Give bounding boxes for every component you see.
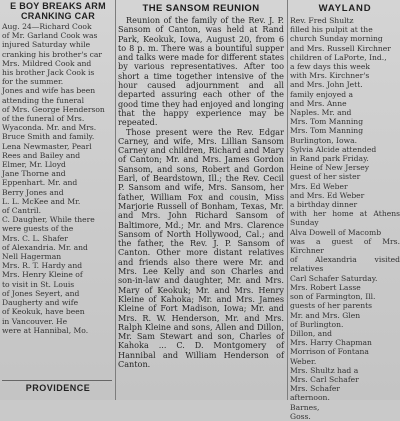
text-line: Weber. (290, 356, 317, 366)
text-line: Sylvia Alcide attended (290, 144, 377, 154)
text-line: Mrs. C. L. Shafer (2, 233, 68, 243)
text-line: guest of her sister (290, 172, 361, 182)
column-rule-right (287, 0, 288, 400)
right-column-headline: WAYLAND (318, 3, 372, 14)
text-line: for the summer. (2, 77, 64, 87)
text-line: to visit in St. Louis (2, 279, 75, 289)
text-line: Rees and Bailey and (2, 150, 81, 160)
text-line: Barnes, (290, 402, 320, 412)
article-body (118, 16, 284, 369)
text-line: afternoon. (290, 393, 330, 403)
left-column-text (2, 22, 114, 335)
text-line: Lena Newmaster, Pearl (2, 141, 92, 151)
text-line: Rev. Fred Shultz (290, 16, 354, 25)
article-column (118, 0, 284, 400)
text-line: Mrs. Shultz had a (290, 365, 359, 375)
text-line: Mr. and Mrs. Glen (290, 310, 361, 320)
text-line: of Jones Seyert, and (2, 288, 80, 298)
text-line: with her home at Athens Sunday (290, 209, 400, 228)
right-column (290, 0, 400, 421)
text-line: Jones and wife has been (2, 86, 96, 96)
text-line: Heine of New Jersey (290, 163, 370, 173)
text-line: Berry Jones and (2, 187, 64, 197)
left-column (0, 0, 114, 400)
text-line: son of Farmington, Ill. (290, 292, 376, 302)
text-line: filled his pulpit at the (290, 25, 373, 35)
right-column-text (290, 16, 400, 421)
text-line: C. Daugher, While there (2, 215, 95, 225)
text-line: of Alexandria visited relatives (290, 255, 400, 274)
text-line: Elmer, Mr. Lloyd (2, 160, 66, 170)
text-line: Morrison of Fontana (290, 347, 369, 357)
text-line: Mrs. Schafer (290, 384, 340, 394)
text-line: Mrs. Mildred Cook and (2, 58, 92, 68)
text-line: a birthday dinner (290, 200, 358, 210)
text-line: with Mrs. Kirchner's (290, 71, 370, 81)
text-line: guests of her parents (290, 301, 373, 311)
text-line: his brother Jack Cook is (2, 68, 95, 78)
column-rule-left (115, 0, 116, 400)
text-line: in Vancouver. He (2, 316, 68, 326)
text-line: Goss. (290, 411, 311, 421)
article-paragraph: Reunion of the family of the Rev. J. P. Sansom of Canton, was held at Rand Park, Keokuk, Iowa, August 20, from 6 to 8 p. m. There was a bountiful supper and talks were made for different states by various representatives. After too short a time together intensive of the hour caused adjournment and all departed assuring each other of the good time they had enjoyed and longing that the happy experience may be repeated. (118, 15, 284, 128)
text-line: Dillon, and (290, 328, 332, 338)
text-line: Mrs. Carl Schafer (290, 374, 359, 384)
text-line: Wyaconda. Mr. and Mrs. (2, 123, 97, 133)
text-line: of Cantril. (2, 206, 41, 216)
text-line: Daugherty and wife (2, 298, 79, 308)
left-bottom-headline: PROVIDENCE (25, 383, 91, 393)
text-line: of Alexandria. Mr. and (2, 242, 88, 252)
text-line: Carl Schafer Saturday. (290, 273, 378, 283)
text-line: cranking his brother's car (2, 49, 103, 59)
text-line: were guests of the (2, 224, 74, 234)
text-line: Naples. Mr. and (290, 108, 352, 118)
text-line: L. L. McKee and Mr. (2, 196, 81, 206)
text-line: Mrs. Tom Manning (290, 117, 364, 127)
text-line: Jane Thorne and (2, 169, 66, 179)
text-line: of Burlington. (290, 319, 344, 329)
left-column-headline: E BOY BREAKS ARM CRANKING CAR (10, 1, 106, 21)
text-line: and Mrs. Anne (290, 98, 347, 108)
text-line: Mrs. Henry Kleine of (2, 270, 83, 280)
text-line: Bruce Smith and family. (2, 132, 95, 142)
text-line: Mrs. Ed Weber (290, 181, 348, 191)
text-line: family enjoyed a (290, 89, 353, 99)
text-line: were at Hannibal, Mo. (2, 325, 89, 335)
article-headline: THE SANSOM REUNION (142, 3, 260, 14)
text-line: and Mrs. John Jett. (290, 80, 363, 90)
text-line: Mrs. R. T. Hardy and (2, 261, 83, 271)
left-section-divider (2, 380, 112, 381)
text-line: in Rand park Friday. (290, 154, 369, 164)
text-line: Mrs. Robert Lasse (290, 282, 361, 292)
text-line: Nell Hagerman (2, 252, 62, 262)
text-line: of Keokuk, have been (2, 307, 85, 317)
text-line: of the funeral of Mrs. (2, 114, 85, 124)
text-line: was a guest of Mrs. Kirchner (290, 236, 400, 256)
text-line: church Sunday morning (290, 34, 383, 44)
text-line: Eppenhart. Mr. and (2, 178, 78, 188)
text-line: a few days this week (290, 62, 370, 72)
text-line: Mrs. Tom Manning (290, 126, 364, 136)
text-line: and Mrs. Russell Kirchner (290, 43, 391, 53)
text-line: of Mrs. George Henderson (2, 104, 105, 114)
text-line: and Mrs. Ed Weber (290, 190, 365, 200)
text-line: injured Saturday while (2, 40, 91, 50)
text-line: of Mr. Garland Cook was (2, 31, 98, 41)
text-line: Mrs. Harry Chapman (290, 338, 372, 348)
article-paragraph: Those present were the Rev. Edgar Carney, and wife, Mrs. Lillian Sansom Carney and children, Richard and Mary of Canton; Mr. and Mrs. James Gordon Sansom, and sons, Robert and Gordon Earl, of Beardstown, Ill.; the Rev. Cecil P. Sansom and wife, Mrs. Sansom, her father, William Fox and cousin, Miss Marjorie Russell of Bonham, Texas, Mr. and Mrs. John Richard Sansom of Baltimore, Md.; Mr. and Mrs. Clarence Sansom of North Hollywood, Cal.; and the father, the Rev. J. P. Sansom of Canton. Other more distant relatives and friends also there were Mr. and Mrs. Lee Kelly and son Charles and son-in-law and daughter, Mr. and Mrs. Mary of Keokuk; Mr. and Mrs. Henry Kleine of Kahoka; Mr. and Mrs. James Kleine of Fort Madison, Iowa; Mr. and Mrs. R. W. Henderson, Mr. and Mrs. Ralph Kleine and sons, Allen and Dillon, Mr. Sam Stewart and son, Charles of Kahoka ... C. D. Montgomery of Hannibal and William Henderson of Canton. (118, 126, 284, 369)
text-line: attending the funeral (2, 95, 84, 105)
text-line: Aug. 24—Richard Cook (2, 22, 92, 31)
text-line: children of LaPorte, Ind., (290, 52, 387, 62)
text-line: Alva Dowell of Macomb (290, 227, 382, 237)
text-line: Burlington, Iowa. (290, 135, 358, 145)
